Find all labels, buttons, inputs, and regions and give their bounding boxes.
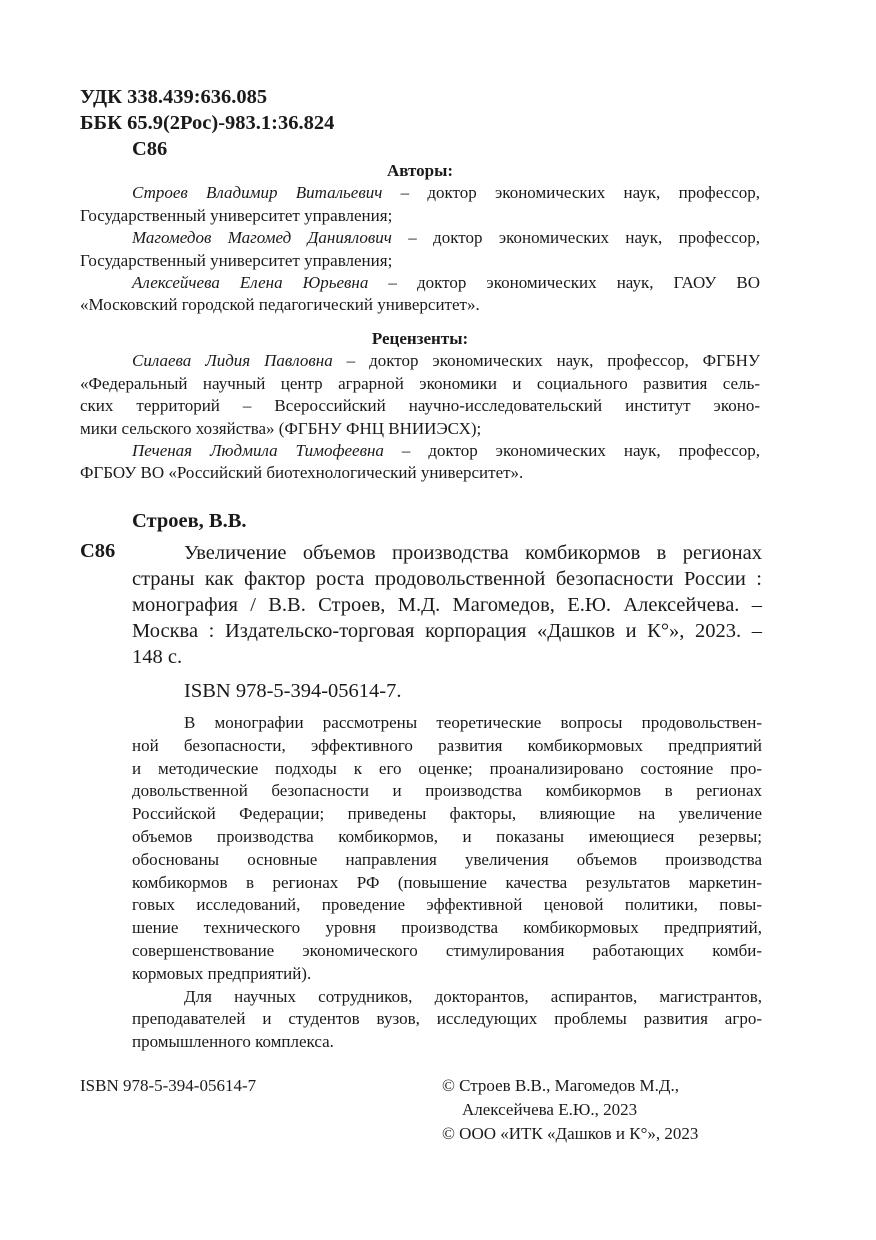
author-line: Строев Владимир Витальевич – доктор экономических наук, профессор, — [132, 183, 760, 203]
reviewer-line: мики сельского хозяйства» (ФГБНУ ФНЦ ВНИИЭСХ); — [80, 418, 482, 438]
bbk-code: ББК 65.9(2Рос)-983.1:36.824 — [80, 112, 335, 134]
abstract-line: совершенствование экономического стимулирования работающих комби- — [132, 940, 762, 960]
author-mark: С86 — [132, 138, 168, 160]
bibliographic-record — [132, 540, 762, 670]
bib-line: страны как фактор роста продовольственной безопасности России : — [132, 568, 762, 590]
copyright-line: Алексейчева Е.Ю., 2023 — [462, 1100, 638, 1119]
abstract-line: кормовых предприятий). — [132, 963, 312, 983]
abstract-line: обоснованы основные направления увеличения объемов производства — [132, 849, 762, 869]
copyright-line: © Строев В.В., Магомедов М.Д., — [442, 1076, 679, 1095]
author-line: Магомедов Магомед Даниялович – доктор экономических наук, профессор, — [132, 228, 761, 248]
reviewer-line: ФГБОУ ВО «Российский биотехнологический университет». — [80, 463, 524, 483]
authors-section — [80, 160, 760, 317]
authors-heading: Авторы: — [386, 161, 454, 180]
bib-line: монография / В.В. Строев, М.Д. Магомедов, Е.Ю. Алексейчева. – — [132, 594, 762, 616]
bib-line: Москва : Издательско-торговая корпорация «Дашков и К°», 2023. – — [132, 620, 762, 642]
abstract-line: Российской Федерации; приведены факторы, влияющие на увеличение — [132, 804, 762, 824]
reviewer-line: ских территорий – Всероссийский научно-исследовательский институт эконо- — [80, 396, 760, 416]
abstract — [132, 712, 762, 1054]
audience-line: промышленного комплекса. — [132, 1032, 334, 1052]
reviewers-section — [80, 328, 760, 485]
abstract-line: и методические подходы к его оценке; проанализировано состояние про- — [132, 758, 762, 778]
footer-isbn: ISBN 978-5-394-05614-7 — [80, 1076, 257, 1095]
audience-line: преподавателей и студентов вузов, исследующих проблемы развития агро- — [132, 1009, 762, 1029]
reviewer-line: «Федеральный научный центр аграрной экономики и социального развития сель- — [80, 373, 760, 393]
abstract-line: В монографии рассмотрены теоретические вопросы продовольствен- — [184, 713, 762, 732]
reviewer-line: Печеная Людмила Тимофеевна – доктор экономических наук, профессор, — [132, 441, 760, 461]
bib-mark: С86 — [80, 540, 116, 562]
bib-line: 148 с. — [132, 646, 183, 668]
copyright-line: © ООО «ИТК «Дашков и К°», 2023 — [442, 1124, 699, 1143]
abstract-line: говых исследований, проведение эффективной ценовой политики, повы- — [132, 895, 762, 915]
classification-codes — [80, 84, 334, 162]
abstract-line: объемов производства комбикормов, и показаны имеющиеся резервы; — [132, 826, 762, 846]
abstract-line: комбикормов в регионах РФ (повышение качества результатов маркетин- — [132, 872, 762, 892]
author-line: «Московский городской педагогический университет». — [80, 295, 480, 315]
bib-line: Увеличение объемов производства комбикормов в регионах — [184, 542, 762, 564]
reviewer-line: Силаева Лидия Павловна – доктор экономических наук, профессор, ФГБНУ — [132, 351, 760, 371]
author-line: Государственный университет управления; — [80, 250, 393, 270]
reviewers-heading: Рецензенты: — [371, 329, 469, 348]
abstract-line: ной безопасности, эффективного развития комбикормовых предприятий — [132, 735, 762, 755]
copyright-block — [442, 1074, 698, 1146]
author-line: Алексейчева Елена Юрьевна – доктор экономических наук, ГАОУ ВО — [132, 273, 760, 293]
abstract-line: довольственной безопасности и производства комбикормов в регионах — [132, 781, 762, 801]
abstract-line: шение технического уровня производства комбикормовых предприятий, — [132, 918, 762, 938]
udk-code: УДК 338.439:636.085 — [80, 86, 268, 108]
audience-line: Для научных сотрудников, докторантов, аспирантов, магистрантов, — [184, 986, 762, 1006]
author-line: Государственный университет управления; — [80, 205, 393, 225]
bib-isbn: ISBN 978-5-394-05614-7. — [184, 680, 402, 702]
bib-author-heading: Строев, В.В. — [132, 510, 247, 532]
